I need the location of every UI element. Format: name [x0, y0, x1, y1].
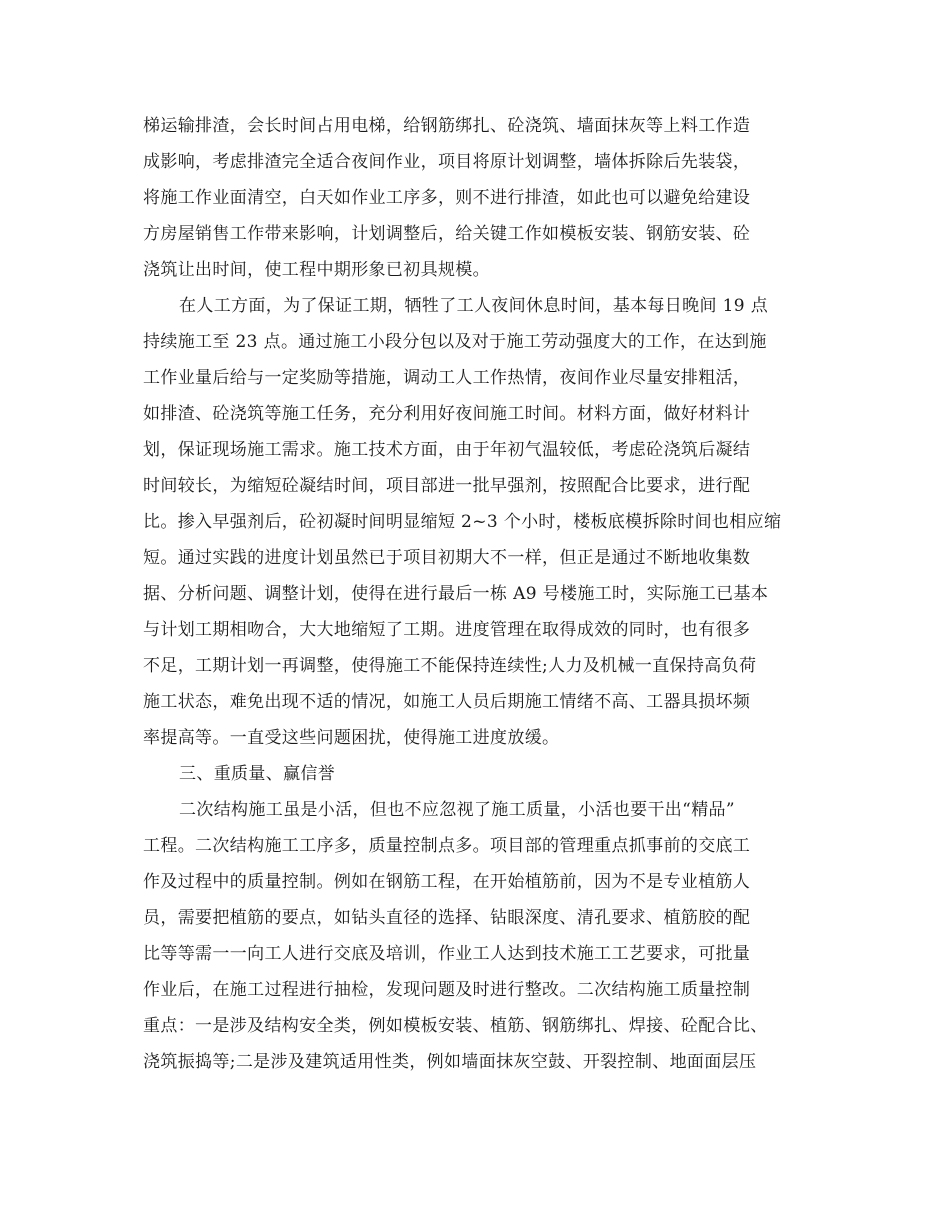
- text-line: 方房屋销售工作带来影响，计划调整后，给关键工作如模板安装、钢筋安装、砼: [143, 224, 751, 244]
- text-line: 重点：一是涉及结构安全类，例如模板安装、植筋、钢筋绑扎、焊接、砼配合比、: [143, 1016, 768, 1036]
- text-line: 作业后，在施工过程进行抽检，发现问题及时进行整改。二次结构施工质量控制: [143, 980, 751, 1000]
- text-line: 时间较长，为缩短砼凝结时间，项目部进一批早强剂，按照配合比要求，进行配: [143, 476, 751, 496]
- text-line: 浇筑让出时间，使工程中期形象已初具规模。: [143, 260, 490, 280]
- text-line: 短。通过实践的进度计划虽然已于项目初期大不一样，但正是通过不断地收集数: [143, 548, 751, 568]
- text-line: 成影响，考虑排渣完全适合夜间作业，项目将原计划调整，墙体拆除后先装袋，: [143, 152, 751, 172]
- paragraph-start-line: 三、重质量、赢信誉: [179, 764, 336, 784]
- text-line: 如排渣、砼浇筑等施工任务，充分利用好夜间施工时间。材料方面，做好材料计: [143, 404, 751, 424]
- text-line: 不足，工期计划一再调整，使得施工不能保持连续性;人力及机械一直保持高负荷: [143, 656, 757, 676]
- text-line: 工程。二次结构施工工序多，质量控制点多。项目部的管理重点抓事前的交底工: [143, 836, 751, 856]
- text-line: 划，保证现场施工需求。施工技术方面，由于年初气温较低，考虑砼浇筑后凝结: [143, 440, 751, 460]
- document-body: [143, 108, 815, 1080]
- text-line: 工作业量后给与一定奖励等措施，调动工人工作热情，夜间作业尽量安排粗活，: [143, 368, 751, 388]
- text-line: 据、分析问题、调整计划，使得在进行最后一栋 A9 号楼施工时，实际施工已基本: [143, 584, 769, 604]
- text-line: 作及过程中的质量控制。例如在钢筋工程，在开始植筋前，因为不是专业植筋人: [143, 872, 751, 892]
- text-line: 持续施工至 23 点。通过施工小段分包以及对于施工劳动强度大的工作，在达到施: [143, 332, 767, 352]
- text-line: 比。掺入早强剂后，砼初凝时间明显缩短 2~3 个小时，楼板底模拆除时间也相应缩: [143, 512, 782, 532]
- text-line: 与计划工期相吻合，大大地缩短了工期。进度管理在取得成效的同时，也有很多: [143, 620, 751, 640]
- text-line: 梯运输排渣，会长时间占用电梯，给钢筋绑扎、砼浇筑、墙面抹灰等上料工作造: [143, 116, 751, 136]
- text-line: 将施工作业面清空，白天如作业工序多，则不进行排渣，如此也可以避免给建设: [143, 188, 751, 208]
- paragraph-start-line: 在人工方面，为了保证工期，牺牲了工人夜间休息时间，基本每日晚间 19 点: [179, 296, 769, 316]
- text-line: 施工状态，难免出现不适的情况，如施工人员后期施工情绪不高、工器具损坏频: [143, 692, 751, 712]
- text-line: 浇筑振捣等;二是涉及建筑适用性类，例如墙面抹灰空鼓、开裂控制、地面面层压: [143, 1052, 757, 1072]
- text-line: 员，需要把植筋的要点，如钻头直径的选择、钻眼深度、清孔要求、植筋胶的配: [143, 908, 751, 928]
- text-line: 率提高等。一直受这些问题困扰，使得施工进度放缓。: [143, 728, 560, 748]
- text-line: 比等等需一一向工人进行交底及培训，作业工人达到技术施工工艺要求，可批量: [143, 944, 751, 964]
- paragraph-start-line: 二次结构施工虽是小活，但也不应忽视了施工质量，小活也要干出“精品”: [179, 800, 735, 820]
